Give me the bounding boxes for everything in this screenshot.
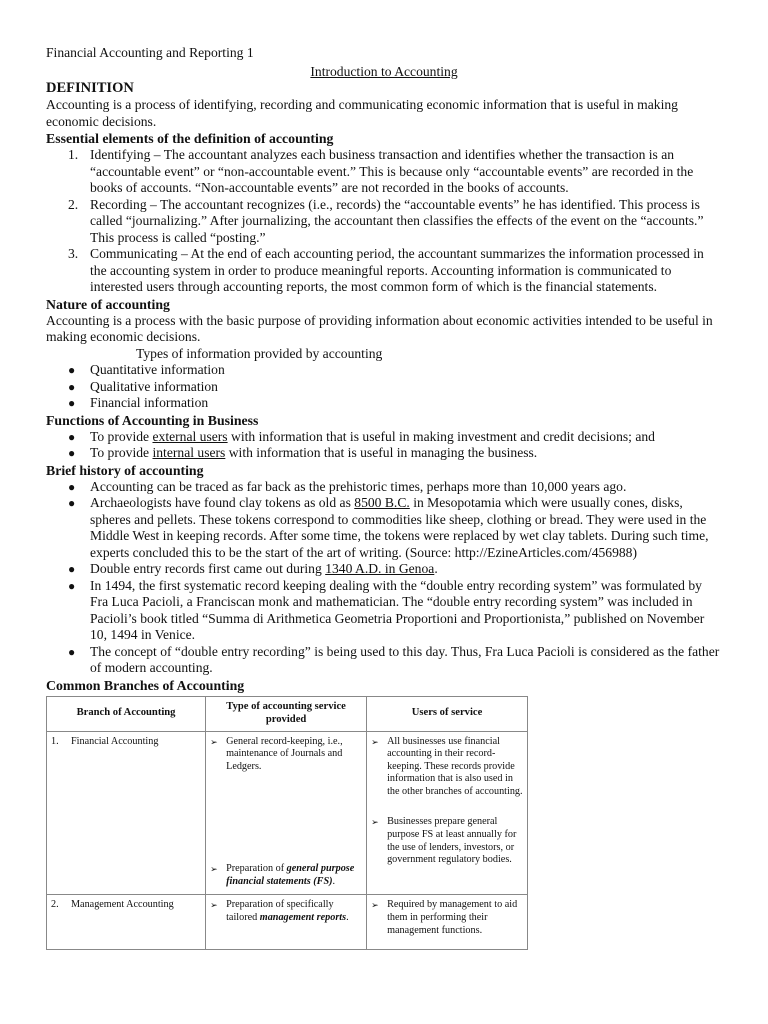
bullet-icon: ● [68,429,76,444]
history-list [46,479,722,677]
bullet-icon: ● [68,379,76,394]
essential-list [46,147,722,296]
users-cell: ➢ All businesses use financial accounting in their record-keeping. These records provide information that is also used in the other branches of accounting. ➢ Businesses prepare general purpose FS at least annually for the use of lenders, investors, or government regulatory bodies. [367,731,528,895]
list-item-text: Identifying – The accountant analyzes each business transaction and identifies whether the transaction is an “accountable event” or “non-accountable event.” This is because only “accountable events” are recorded in the books of accounts. “Non-accountable events” are not recorded in the books of accounts. [90,147,694,195]
essential-heading: Essential elements of the definition of accounting [46,131,334,146]
definition-heading: DEFINITION [46,80,134,96]
branch-cell: 1. Financial Accounting [47,731,206,895]
bullet-icon: ● [68,578,76,593]
users-cell: ➢ Required by management to aid them in performing their management functions. [367,895,528,950]
nature-subheading: Types of information provided by accounting [136,345,383,361]
list-item: ● In 1494, the first systematic record keeping dealing with the “double entry recording system” was formulated by Fra Luca Pacioli, a Franciscan monk and mathematician. The “double entry recording system” was included in Pacioli’s book titled “Summa di Arithmetica Geometria Proportioni and Proportionista,” published on November 10, 1494 in Venice. [68,577,705,642]
list-item-text: Communicating – At the end of each accounting period, the accountant summarizes the information processed in the accounting system in order to produce meaningful reports. Accounting information is communicated to interested users through accounting reports, the most common form of which is the financial statements. [90,246,704,294]
branch-cell: 2. Management Accounting [47,895,206,950]
list-item: ● Financial information [68,395,209,410]
functions-list [46,429,722,462]
arrow-bullet-icon: ➢ [210,736,218,747]
branch-name: Financial Accounting [71,735,159,747]
bullet-icon: ● [68,496,76,510]
document-title: Introduction to Accounting [310,64,458,79]
branch-name: Management Accounting [71,899,174,911]
list-item: ● Double entry records first came out during 1340 A.D. in Genoa. [68,561,438,576]
course-name: Financial Accounting and Reporting 1 [46,45,254,60]
table-row [47,731,528,895]
functions-heading: Functions of Accounting in Business [46,412,259,428]
bullet-icon: ● [68,479,76,494]
service-cell: ➢ Preparation of specifically tailored management reports. [206,895,367,950]
arrow-bullet-icon: ➢ [371,900,379,911]
list-number: 2. [68,196,79,212]
branches-heading: Common Branches of Accounting [46,677,245,693]
bullet-icon: ● [68,644,76,659]
bullet-icon: ● [68,363,76,377]
service-cell: ➢ General record-keeping, i.e., maintenance of Journals and Ledgers. ➢ Preparation of general purpose financial statements (FS). [206,731,367,895]
list-item: ● Archaeologists have found clay tokens as old as 8500 B.C. in Mesopotamia which were usually cones, disks, spheres and pellets. These tokens correspond to commodities like sheep, clothing or bread. They were used in the Middle West in keeping records. After some time, the tokens were replaced by wet clay tablets. During such time, experts concluded this to be the start of the art of writing. (Source: http://EzineArticles.com/456988) [68,495,709,560]
branches-table [46,696,528,951]
list-item-text: Recording – The accountant recognizes (i.e., records) the “accountable events” he has identified. This process is called “journalizing.” After journalizing, the accountant then classifies the effects of the event on the “accounts.” This process is called “posting.” [90,196,704,245]
list-item [46,246,722,296]
bullet-icon: ● [68,396,76,410]
bullet-icon: ● [68,446,76,460]
definition-text: Accounting is a process of identifying, recording and communicating economic information that is useful in making economic decisions. [46,97,678,129]
list-item: ● The concept of “double entry recording” is being used to this day. Thus, Fra Luca Pacioli is considered as the father of modern accounting. [68,643,720,675]
table-header-row [47,696,528,731]
bullet-icon: ● [68,562,76,576]
list-item: ● Accounting can be traced as far back as the prehistoric times, perhaps more than 10,000 years ago. [68,478,627,494]
list-number: 3. [68,246,79,261]
arrow-bullet-icon: ➢ [371,736,379,747]
table-row [47,895,528,950]
list-item [46,197,722,247]
list-item: ● To provide external users with information that is useful in making investment and credit decisions; and [68,428,655,444]
column-header: Type of accounting service provided [206,696,367,731]
arrow-bullet-icon: ➢ [210,864,218,875]
arrow-bullet-icon: ➢ [210,900,218,911]
list-item: ● Quantitative information [68,362,225,377]
list-item [46,147,722,197]
list-number: 1. [68,147,79,162]
list-item: ● Qualitative information [68,378,218,394]
nature-heading: Nature of accounting [46,296,170,312]
arrow-bullet-icon: ➢ [371,817,379,828]
nature-text: Accounting is a process with the basic purpose of providing information about economic activities intended to be useful in making economic decisions. [46,312,713,344]
column-header: Users of service [367,696,528,731]
history-heading: Brief history of accounting [46,462,204,478]
list-item: ● To provide internal users with information that is useful in managing the business. [68,445,538,460]
column-header: Branch of Accounting [47,696,206,731]
info-types-list [46,362,722,412]
